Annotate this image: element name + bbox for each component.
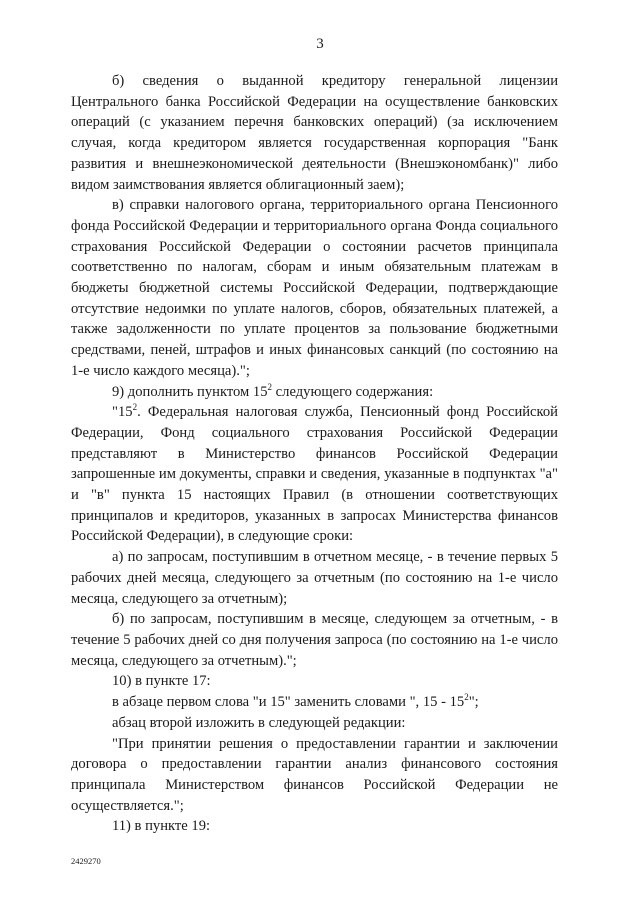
paragraph-second-abzac: абзац второй изложить в следующей редакции:	[112, 714, 406, 731]
superscript: 2	[464, 692, 469, 703]
superscript: 2	[267, 381, 273, 392]
document-body	[71, 71, 558, 837]
paragraph-text-before: 9) дополнить пунктом 15	[112, 383, 268, 400]
paragraph-item-9	[71, 382, 558, 403]
paragraph-text-before: "15	[112, 404, 133, 421]
paragraph-text-after: . Федеральная налоговая служба, Пенсионный фонд Российской Федерации, Фонд социального страхования Российской Федерации представляют в Министерство финансов Российской Федерации запрошенные им документы, справки и сведения, указанные в подпунктах "а" и "в" пункта 15 настоящих Правил (в отношении соответствующих принципалов и кредиторов, указанных в запросах Министерства финансов Российской Федерации), в следующие сроки:	[71, 404, 558, 545]
paragraph-b-following-month: б) по запросам, поступившим в месяце, следующем за отчетным, - в течение 5 рабочих дней со дня получения запроса (по состоянию на 1-е число месяца, следующего за отчетным).";	[71, 611, 558, 669]
document-code: 2429270	[71, 856, 101, 866]
superscript: 2	[132, 402, 138, 413]
paragraph-new-wording: "При принятии решения о предоставлении гарантии и заключении договора о предоставлении гарантии анализ финансового состояния принципала Министерством финансов Российской Федерации не осуществляется.";	[71, 735, 558, 814]
paragraph-b-license-info: б) сведения о выданной кредитору генеральной лицензии Центрального банка Российской Федерации на осуществление банковских операций (с указанием перечня банковских операций) (за исключением случая, когда кредитором является государственная корпорация "Банк развития и внешнеэкономической деятельности (Внешэкономбанк)" либо видом заимствования является облигационный заем);	[71, 73, 558, 193]
paragraph-v-tax-certificates: в) справки налогового органа, территориального органа Пенсионного фонда Российской Федерации и территориального органа Фонда социального страхования Российской Федерации о состоянии расчетов принципала соответственно по налогам, сборам и иным обязательным платежам в бюджеты бюджетной системы Российской Федерации, подтверждающие отсутствие недоимки по уплате налогов, сборов, обязательных платежей, а также задолженности по уплате процентов за пользование бюджетными средствами, пеней, штрафов и иных финансовых санкций (по состоянию на 1-е число каждого месяца).";	[71, 197, 558, 379]
paragraph-15-2-content	[71, 402, 558, 547]
page-number: 3	[316, 36, 324, 52]
paragraph-item-11: 11) в пункте 19:	[112, 818, 211, 835]
paragraph-item-10: 10) в пункте 17:	[112, 673, 211, 690]
paragraph-text-after: следующего содержания:	[272, 383, 434, 400]
paragraph-text-before: в абзаце первом слова "и 15" заменить словами ", 15 - 15	[112, 694, 465, 711]
paragraph-a-reporting-month: а) по запросам, поступившим в отчетном месяце, - в течение первых 5 рабочих дней месяца, следующего за отчетным (по состоянию на 1-е число месяца, следующего за отчетным);	[71, 549, 558, 607]
paragraph-first-abzac	[71, 692, 558, 713]
paragraph-text-after: ";	[468, 694, 479, 711]
